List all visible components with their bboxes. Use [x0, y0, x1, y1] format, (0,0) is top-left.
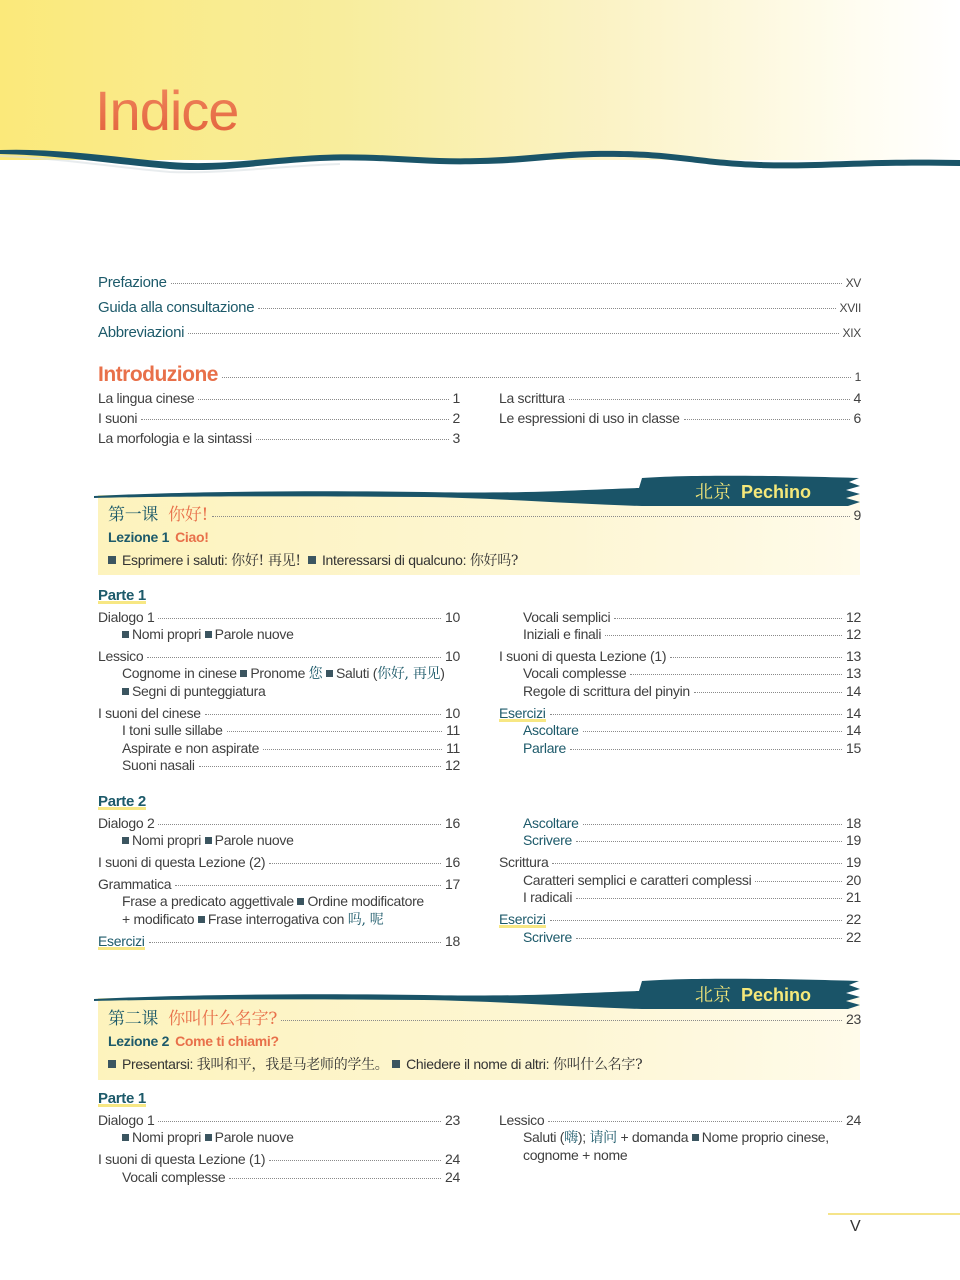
entry-page: 11	[446, 740, 460, 756]
entry-page: 12	[846, 609, 861, 625]
entry-page: 19	[846, 832, 861, 848]
paren: );	[577, 1129, 586, 1145]
entry-page: 20	[846, 872, 861, 888]
entry-label: La lingua cinese	[98, 390, 195, 406]
entry-subtopics	[523, 1129, 829, 1147]
leader-dots	[694, 692, 842, 693]
entry-subtopics	[122, 911, 383, 929]
bullet-square-icon	[122, 631, 129, 638]
entry-label: Esercizi	[98, 933, 145, 949]
toc-entry[interactable]	[499, 648, 861, 665]
toc-entry-abbreviazioni[interactable]	[98, 324, 861, 342]
footer-rule	[828, 1213, 960, 1215]
leader-dots	[583, 731, 842, 732]
entry-label: Regole di scrittura del pinyin	[523, 683, 690, 699]
entry-label: Prefazione	[98, 274, 167, 291]
page-title: Indice	[95, 79, 239, 142]
toc-entry[interactable]	[98, 609, 460, 626]
entry-page: 18	[846, 815, 861, 831]
entry-page: 1	[854, 370, 861, 384]
page-number: V	[850, 1218, 861, 1235]
entry-page: 1	[452, 390, 460, 406]
leader-dots	[258, 308, 835, 309]
bullet-square-icon	[122, 688, 129, 695]
subtopic: Parole nuove	[214, 832, 294, 848]
lesson-title-cn	[108, 507, 208, 524]
bullet-square-icon	[205, 1134, 212, 1141]
entry-label: Esercizi	[499, 705, 546, 721]
leader-dots	[576, 938, 842, 939]
entry-label: La scrittura	[499, 390, 565, 406]
entry-label: I toni sulle sillabe	[122, 722, 223, 738]
goal-text: Presentarsi:	[122, 1056, 194, 1072]
leader-dots	[576, 898, 842, 899]
entry-page: 16	[445, 815, 460, 831]
leader-dots	[205, 714, 441, 715]
toc-subentry[interactable]	[122, 1169, 460, 1186]
toc-entry-prefazione[interactable]	[98, 274, 861, 292]
bullet-square-icon	[205, 631, 212, 638]
bullet-square-icon	[240, 670, 247, 677]
leader-dots	[583, 824, 842, 825]
entry-page: 17	[445, 876, 460, 892]
toc-subentry[interactable]	[523, 683, 861, 700]
toc-subentry[interactable]	[122, 722, 460, 739]
bullet-square-icon	[326, 670, 333, 677]
entry-subtopics	[122, 683, 266, 700]
toc-entry[interactable]	[98, 430, 460, 447]
leader-dots	[548, 1121, 842, 1122]
entry-page: 21	[846, 889, 861, 905]
entry-page: 13	[846, 648, 861, 664]
entry-page: 24	[445, 1151, 460, 1167]
bullet-square-icon	[692, 1134, 699, 1141]
leader-dots	[684, 419, 850, 420]
leader-dots	[158, 618, 441, 619]
entry-page: 14	[846, 705, 861, 721]
toc-entry-esercizi[interactable]	[499, 705, 861, 722]
lesson-title-cn-text: 你好!	[168, 505, 209, 525]
bullet-square-icon	[198, 916, 205, 923]
city-cn: 北京	[695, 985, 731, 1006]
toc-subentry[interactable]	[523, 815, 861, 832]
toc-subentry[interactable]	[523, 626, 861, 643]
toc-entry[interactable]	[98, 390, 460, 407]
goal-text: Chiedere il nome di altri:	[406, 1056, 550, 1072]
entry-label: Abbreviazioni	[98, 324, 185, 341]
entry-label: Scrittura	[499, 854, 549, 870]
lesson-number-cn: 第二课	[108, 1009, 159, 1029]
city-label	[695, 478, 811, 504]
leader-dots	[212, 516, 849, 517]
subtopic: + domanda	[620, 1129, 689, 1145]
subtopic: Frase interrogativa con	[207, 911, 345, 927]
leader-dots	[199, 766, 441, 767]
entry-label: I suoni di questa Lezione (1)	[499, 648, 667, 664]
parte-heading: Parte 1	[98, 587, 146, 604]
toc-entry[interactable]	[499, 1112, 861, 1129]
leader-dots	[158, 824, 441, 825]
entry-label: Ascoltare	[523, 722, 579, 738]
goal-text: Esprimere i saluti:	[122, 552, 228, 568]
entry-label: Scrivere	[523, 929, 572, 945]
toc-subentry[interactable]	[523, 740, 861, 757]
leader-dots	[263, 749, 442, 750]
entry-subtopics	[122, 832, 294, 849]
goal-text: Interessarsi di qualcuno:	[321, 552, 467, 568]
leader-dots	[141, 419, 448, 420]
leader-dots	[256, 439, 449, 440]
subtopic: Parole nuove	[214, 626, 294, 642]
entry-subtopics	[122, 626, 294, 643]
toc-subentry[interactable]	[122, 740, 460, 757]
subtopic: Nomi propri	[132, 1129, 202, 1145]
entry-label: Dialogo 1	[98, 609, 155, 625]
entry-page: 2	[452, 410, 460, 426]
lesson-entry-2[interactable]	[108, 1011, 861, 1028]
leader-dots	[269, 1160, 441, 1161]
entry-page: 24	[846, 1112, 861, 1128]
entry-page: 14	[846, 722, 861, 738]
leader-dots	[149, 942, 441, 943]
subtopic: Frase a predicato aggettivale	[122, 893, 294, 909]
toc-entry[interactable]	[98, 1112, 460, 1129]
subtopic: Pronome	[250, 665, 306, 681]
entry-page: 6	[853, 410, 861, 426]
toc-subentry[interactable]	[523, 722, 861, 739]
goal-cn: 你好! 再见!	[231, 553, 301, 569]
subtopic: Nomi propri	[132, 626, 202, 642]
parte-heading: Parte 1	[98, 1090, 146, 1107]
bullet-square-icon	[122, 837, 129, 844]
leader-dots	[614, 618, 842, 619]
subtopic: Cognome in cinese	[122, 665, 237, 681]
entry-label: I suoni del cinese	[98, 705, 201, 721]
bullet-square-icon	[392, 1060, 400, 1068]
subtopic-cn: 请问	[589, 1130, 617, 1146]
entry-label: I suoni di questa Lezione (2)	[98, 854, 266, 870]
entry-page: 13	[846, 665, 861, 681]
toc-subentry[interactable]	[523, 832, 861, 849]
leader-dots	[755, 881, 842, 882]
entry-page: 11	[446, 722, 460, 738]
leader-dots	[269, 863, 441, 864]
leader-dots	[550, 714, 842, 715]
leader-dots	[550, 920, 842, 921]
toc-entry[interactable]	[98, 876, 460, 893]
toc-entry[interactable]	[98, 705, 460, 722]
entry-subtopics	[122, 1129, 294, 1146]
lesson-title-it	[108, 529, 209, 545]
entry-label: Esercizi	[499, 911, 546, 927]
entry-label: Scrivere	[523, 832, 572, 848]
leader-dots	[158, 1121, 441, 1122]
leader-dots	[229, 1178, 441, 1179]
toc-entry[interactable]	[98, 854, 460, 871]
entry-page: 10	[445, 648, 460, 664]
entry-label: Vocali complesse	[122, 1169, 226, 1185]
entry-label: I suoni	[98, 410, 138, 426]
entry-page: 12	[846, 626, 861, 642]
entry-subtopics	[122, 893, 424, 910]
toc-entry[interactable]	[499, 854, 861, 871]
entry-label: Suoni nasali	[122, 757, 195, 773]
subtopic: Parole nuove	[214, 1129, 294, 1145]
subtopic-cn: 吗, 呢	[347, 912, 384, 928]
entry-page: 10	[445, 705, 460, 721]
lesson-title-cn	[108, 1011, 277, 1028]
lesson-label: Lezione 1	[108, 529, 170, 545]
subtopic: Nome proprio cinese,	[701, 1129, 829, 1145]
entry-label: I suoni di questa Lezione (1)	[98, 1151, 266, 1167]
subtopic: cognome + nome	[523, 1147, 628, 1163]
entry-page: XVII	[839, 301, 861, 315]
toc-subentry[interactable]	[523, 609, 861, 626]
toc-entry-introduzione[interactable]	[98, 363, 861, 386]
leader-dots	[227, 731, 442, 732]
subtopic: Saluti (	[523, 1129, 565, 1145]
lesson-title-it-text: Ciao!	[175, 529, 209, 545]
bullet-square-icon	[308, 556, 316, 564]
entry-label: Iniziali e finali	[523, 626, 602, 642]
entry-page: 9	[853, 507, 861, 523]
entry-label: Dialogo 1	[98, 1112, 155, 1128]
subtopic-cn: 嗨	[564, 1130, 578, 1146]
toc-subentry[interactable]	[523, 929, 861, 946]
city-cn: 北京	[695, 482, 731, 503]
lesson-goals	[108, 550, 518, 570]
entry-label: Lessico	[98, 648, 144, 664]
leader-dots	[175, 885, 441, 886]
toc-entry[interactable]	[98, 410, 460, 427]
brush-stroke-divider	[0, 136, 960, 176]
goal-cn: 我叫和平，我是马老师的学生。	[196, 1057, 389, 1073]
leader-dots	[147, 657, 441, 658]
toc-entry-esercizi[interactable]	[499, 911, 861, 928]
lesson-entry-1[interactable]	[108, 507, 861, 524]
entry-subtopics	[523, 1147, 627, 1164]
leader-dots	[188, 333, 838, 334]
city-name: Pechino	[741, 482, 812, 502]
leader-dots	[552, 863, 842, 864]
entry-label: Caratteri semplici e caratteri complessi	[523, 872, 752, 888]
toc-entry[interactable]	[499, 390, 861, 407]
entry-page: 16	[445, 854, 460, 870]
entry-page: 10	[445, 609, 460, 625]
leader-dots	[222, 377, 851, 378]
entry-page: 15	[846, 740, 861, 756]
entry-page: XIX	[842, 326, 861, 340]
toc-entry-esercizi[interactable]	[98, 933, 460, 950]
entry-page: 18	[445, 933, 460, 949]
entry-label: I radicali	[523, 889, 573, 905]
entry-page: 19	[846, 854, 861, 870]
entry-page: 14	[846, 683, 861, 699]
lesson-label: Lezione 2	[108, 1033, 170, 1049]
entry-page: 4	[853, 390, 861, 406]
lesson-goals	[108, 1054, 642, 1074]
leader-dots	[569, 399, 850, 400]
entry-label: Dialogo 2	[98, 815, 155, 831]
toc-entry[interactable]	[499, 410, 861, 427]
entry-page: 3	[452, 430, 460, 446]
paren: )	[440, 665, 445, 681]
entry-page: XV	[845, 276, 861, 290]
subtopic: Segni di punteggiatura	[132, 683, 266, 699]
entry-page: 23	[445, 1112, 460, 1128]
entry-page: 22	[846, 911, 861, 927]
entry-label: Le espressioni di uso in classe	[499, 410, 680, 426]
goal-cn: 你叫什么名字?	[552, 1057, 643, 1073]
subtopic: + modificato	[122, 911, 195, 927]
entry-page: 24	[445, 1169, 460, 1185]
bullet-square-icon	[108, 556, 116, 564]
subtopic: Nomi propri	[132, 832, 202, 848]
leader-dots	[576, 841, 842, 842]
entry-label: Vocali complesse	[523, 665, 627, 681]
leader-dots	[670, 657, 842, 658]
lesson-number-cn: 第一课	[108, 505, 159, 525]
parte-heading: Parte 2	[98, 793, 146, 810]
toc-entry-guida[interactable]	[98, 299, 861, 317]
toc-subentry[interactable]	[523, 889, 861, 906]
entry-label: Lessico	[499, 1112, 545, 1128]
entry-page: 23	[846, 1011, 861, 1027]
entry-label: Ascoltare	[523, 815, 579, 831]
entry-page: 12	[445, 757, 460, 773]
entry-label: Vocali semplici	[523, 609, 611, 625]
leader-dots	[605, 635, 842, 636]
toc-entry[interactable]	[98, 815, 460, 832]
subtopic: Saluti (	[335, 665, 378, 681]
toc-subentry[interactable]	[523, 872, 861, 889]
section-title: Introduzione	[98, 363, 218, 386]
toc-subentry[interactable]	[523, 665, 861, 682]
bullet-square-icon	[297, 898, 304, 905]
toc-entry[interactable]	[98, 1151, 460, 1168]
bullet-square-icon	[122, 1134, 129, 1141]
subtopic: Ordine modificatore	[307, 893, 424, 909]
entry-label: La morfologia e la sintassi	[98, 430, 252, 446]
leader-dots	[630, 674, 842, 675]
entry-label: Grammatica	[98, 876, 172, 892]
leader-dots	[171, 283, 842, 284]
toc-subentry[interactable]	[122, 757, 460, 774]
lesson-title-it-text: Come ti chiami?	[175, 1033, 279, 1049]
entry-label: Aspirate e non aspirate	[122, 740, 260, 756]
entry-page: 22	[846, 929, 861, 945]
city-name: Pechino	[741, 985, 812, 1005]
entry-label: Guida alla consultazione	[98, 299, 255, 316]
entry-label: Parlare	[523, 740, 567, 756]
bullet-square-icon	[205, 837, 212, 844]
leader-dots	[570, 749, 842, 750]
lesson-title-cn-text: 你叫什么名字?	[168, 1009, 278, 1029]
city-label	[695, 981, 811, 1007]
lesson-title-it	[108, 1033, 279, 1049]
bullet-square-icon	[108, 1060, 116, 1068]
leader-dots	[198, 399, 448, 400]
entry-subtopics	[122, 665, 445, 683]
goal-cn: 你好吗?	[469, 553, 519, 569]
leader-dots	[281, 1020, 842, 1021]
toc-entry[interactable]	[98, 648, 460, 665]
subtopic-cn: 您	[308, 666, 323, 682]
subtopic-cn: 你好, 再见	[377, 666, 441, 682]
